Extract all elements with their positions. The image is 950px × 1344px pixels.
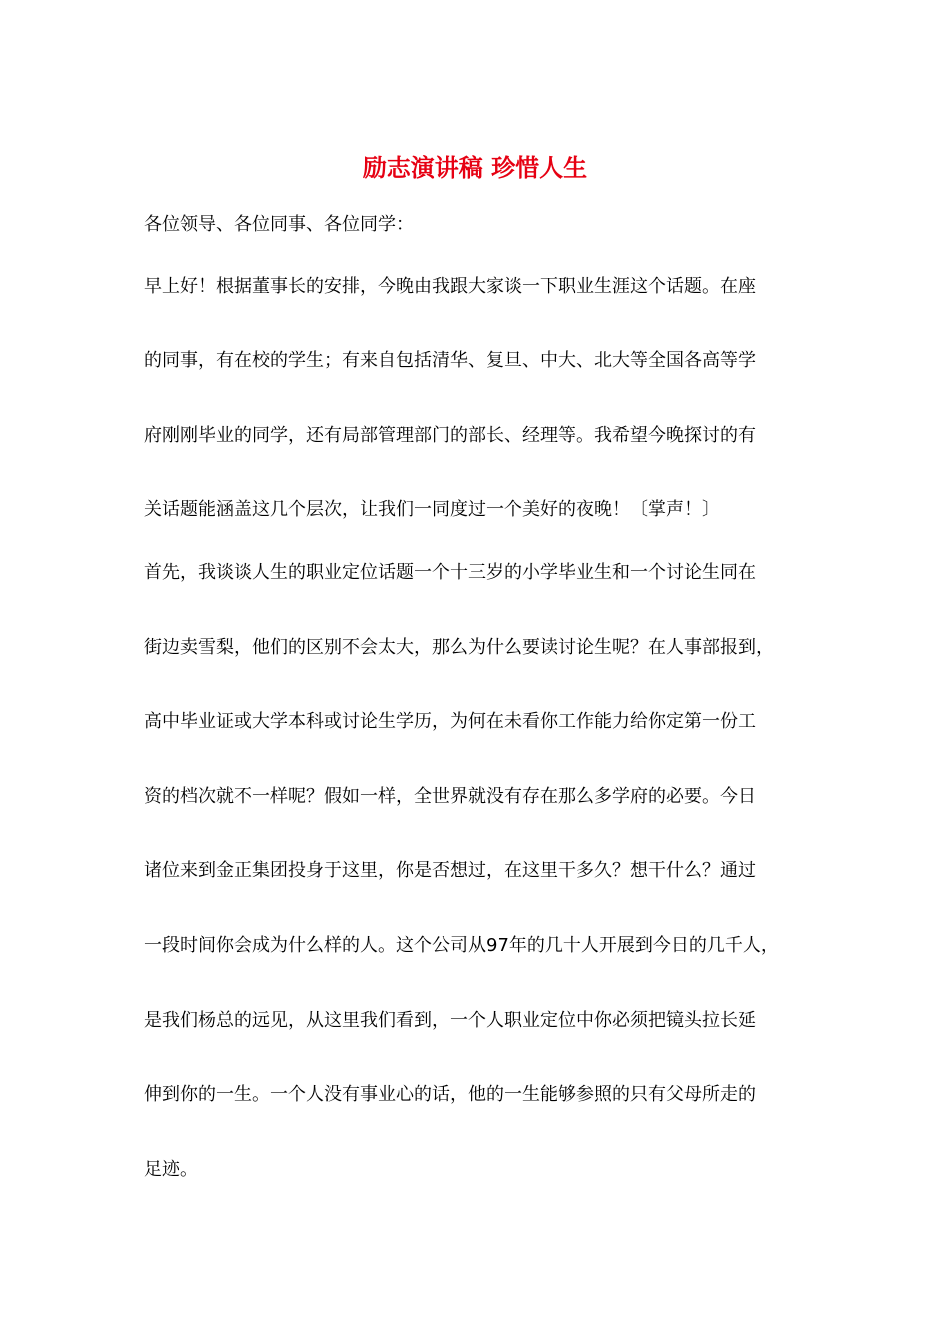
body-line-7: 高中毕业证或大学本科或讨论生学历，为何在未看你工作能力给你定第一份工 — [144, 711, 756, 732]
body-line-6: 街边卖雪梨，他们的区别不会太大，那么为什么要读讨论生呢？在人事部报到， — [144, 637, 774, 658]
body-line-3: 府刚刚毕业的同学，还有局部管理部门的部长、经理等。我希望今晚探讨的有 — [144, 425, 756, 446]
body-line-8: 资的档次就不一样呢？假如一样，全世界就没有存在那么多学府的必要。今日 — [144, 786, 756, 807]
body-line-11: 是我们杨总的远见，从这里我们看到，一个人职业定位中你必须把镜头拉长延 — [144, 1010, 756, 1031]
body-line-9: 诸位来到金正集团投身于这里，你是否想过，在这里干多久？想干什么？通过 — [144, 860, 756, 881]
document-title: 励志演讲稿 珍惜人生 — [362, 153, 588, 182]
body-line-10: 一段时间你会成为什么样的人。这个公司从97年的几十人开展到今日的几千人， — [144, 935, 779, 956]
body-line-1: 早上好！根据董事长的安排，今晚由我跟大家谈一下职业生涯这个话题。在座 — [144, 276, 756, 297]
salutation: 各位领导、各位同事、各位同学： — [144, 214, 414, 235]
body-line-2: 的同事，有在校的学生；有来自包括清华、复旦、中大、北大等全国各高等学 — [144, 350, 756, 371]
body-line-5: 首先，我谈谈人生的职业定位话题一个十三岁的小学毕业生和一个讨论生同在 — [144, 562, 756, 583]
body-line-13: 足迹。 — [144, 1159, 198, 1180]
body-line-12: 伸到你的一生。一个人没有事业心的话，他的一生能够参照的只有父母所走的 — [144, 1084, 756, 1105]
body-line-4: 关话题能涵盖这几个层次，让我们一同度过一个美好的夜晚！〔掌声！〕 — [144, 499, 720, 520]
